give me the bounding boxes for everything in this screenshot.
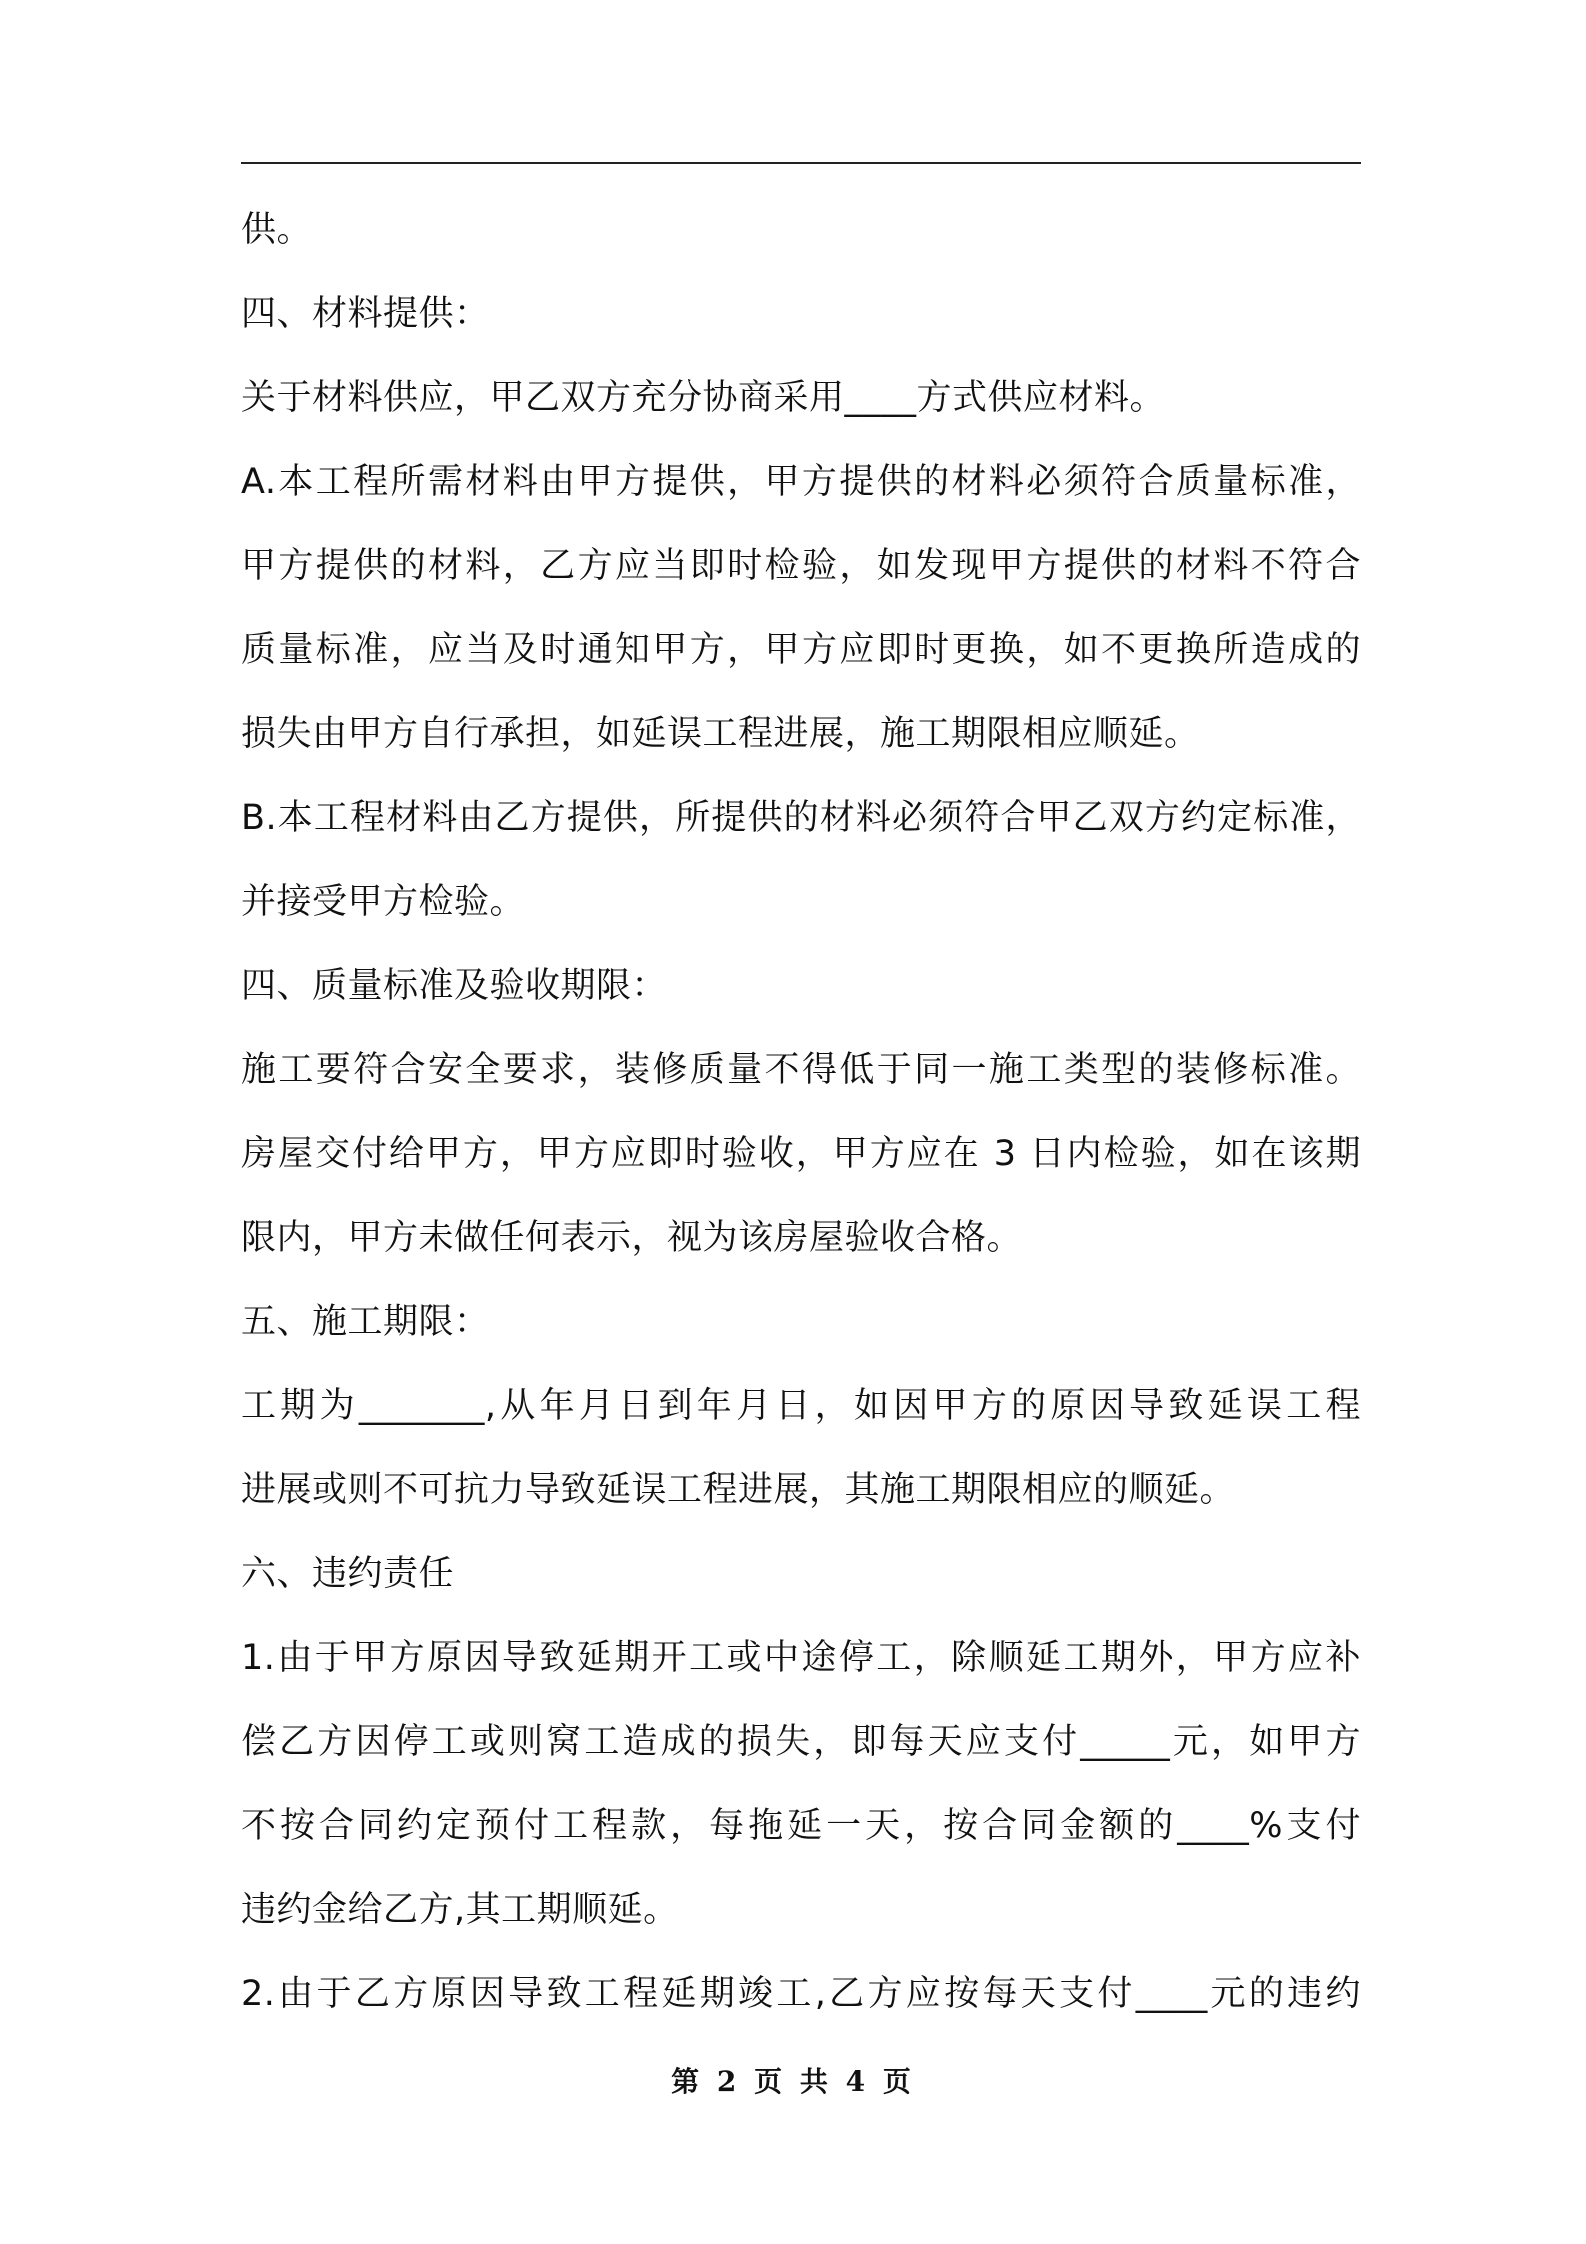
text-line-19: 偿乙方因停工或则窝工造成的损失，即每天应支付_____元，如甲方: [241, 1722, 1361, 1762]
text-line-16: 进展或则不可抗力导致延误工程进展，其施工期限相应的顺延。: [241, 1470, 1236, 1510]
section-heading-materials: 四、材料提供：: [241, 294, 490, 334]
text-line-12: 房屋交付给甲方，甲方应即时验收，甲方应在 3 日内检验，如在该期: [241, 1134, 1361, 1174]
text-line-13: 限内，甲方未做任何表示，视为该房屋验收合格。: [241, 1218, 1023, 1258]
text-line-15: 工期为_______,从年月日到年月日，如因甲方的原因导致延误工程: [241, 1386, 1361, 1426]
text-line-20: 不按合同约定预付工程款，每拖延一天，按合同金额的____%支付: [241, 1806, 1361, 1846]
document-body: [241, 188, 1361, 2036]
header-rule: [241, 162, 1361, 164]
text-line-8: B.本工程材料由乙方提供，所提供的材料必须符合甲乙双方约定标准，: [241, 798, 1361, 838]
section-heading-period: 五、施工期限：: [241, 1302, 490, 1342]
text-line-22: 2.由于乙方原因导致工程延期竣工,乙方应按每天支付____元的违约: [241, 1974, 1361, 2014]
text-line-7: 损失由甲方自行承担，如延误工程进展，施工期限相应顺延。: [241, 714, 1200, 754]
text-line-4: A.本工程所需材料由甲方提供，甲方提供的材料必须符合质量标准，: [241, 462, 1361, 502]
page-number-footer: 第 2 页 共 4 页: [671, 2065, 915, 2098]
section-heading-liability: 六、违约责任: [241, 1554, 455, 1594]
section-heading-quality: 四、质量标准及验收期限：: [241, 966, 668, 1006]
text-line-21: 违约金给乙方,其工期顺延。: [241, 1890, 679, 1930]
text-line-11: 施工要符合安全要求，装修质量不得低于同一施工类型的装修标准。: [241, 1050, 1361, 1090]
text-line-5: 甲方提供的材料，乙方应当即时检验，如发现甲方提供的材料不符合: [241, 546, 1361, 586]
text-line-1: 供。: [241, 210, 313, 250]
text-line-6: 质量标准，应当及时通知甲方，甲方应即时更换，如不更换所造成的: [241, 630, 1361, 670]
text-line-9: 并接受甲方检验。: [241, 882, 526, 922]
text-line-18: 1.由于甲方原因导致延期开工或中途停工，除顺延工期外，甲方应补: [241, 1638, 1361, 1678]
text-line-3: 关于材料供应，甲乙双方充分协商采用____方式供应材料。: [241, 378, 1166, 418]
